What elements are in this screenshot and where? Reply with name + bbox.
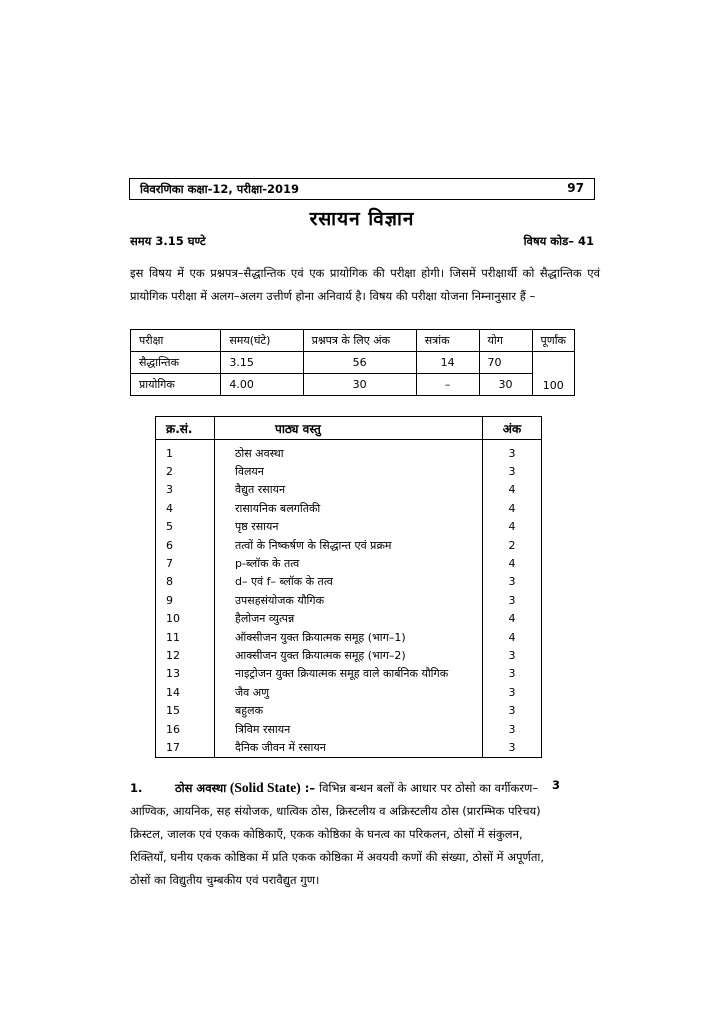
serial-cell: 4 <box>156 499 215 517</box>
serial-cell: 13 <box>156 665 215 683</box>
topic-cell: वैद्युत रसायन <box>215 481 483 499</box>
table-row <box>156 499 542 517</box>
marks-header: अंक <box>483 417 542 440</box>
table-row <box>156 481 542 499</box>
topic-cell: पृष्ठ रसायन <box>215 518 483 536</box>
topic-cell: त्रिविम रसायन <box>215 720 483 738</box>
serial-cell: 11 <box>156 628 215 646</box>
table-header-cell: प्रश्नपत्र के लिए अंक <box>303 330 416 352</box>
table-row <box>156 536 542 554</box>
topic-cell: जैव अणु <box>215 683 483 701</box>
table-header-row <box>131 330 575 352</box>
serial-cell: 6 <box>156 536 215 554</box>
table-row <box>156 610 542 628</box>
topic-cell: नाइट्रोजन युक्त क्रियात्मक समूह वाले कार्बनिक यौगिक <box>215 665 483 683</box>
table-header-cell: परीक्षा <box>131 330 221 352</box>
serial-cell: 2 <box>156 462 215 480</box>
section-heading: ठोस अवस्था <box>175 781 227 795</box>
table-row <box>156 665 542 683</box>
topic-cell: उपसहसंयोजक यौगिक <box>215 591 483 609</box>
marks-cell: 3 <box>483 591 542 609</box>
exam-scheme-table <box>130 329 575 396</box>
topic-cell: आक्सीजन युक्त क्रियात्मक समूह (भाग–2) <box>215 646 483 664</box>
table-row <box>156 646 542 664</box>
table-row <box>156 720 542 738</box>
table-row <box>156 701 542 719</box>
serial-cell: 12 <box>156 646 215 664</box>
marks-cell: 2 <box>483 536 542 554</box>
page-header <box>129 178 595 200</box>
serial-cell: 9 <box>156 591 215 609</box>
table-row <box>156 518 542 536</box>
marks-cell: 4 <box>483 554 542 572</box>
marks-cell: 3 <box>483 573 542 591</box>
table-row <box>156 591 542 609</box>
table-header-cell: योग <box>479 330 532 352</box>
topic-cell: विलयन <box>215 462 483 480</box>
table-cell: 4.00 <box>221 374 303 396</box>
total-marks-cell <box>532 352 575 396</box>
intro-paragraph: इस विषय में एक प्रश्नपत्र–सैद्धान्तिक एवं एक प्रायोगिक की परीक्षा होगी। जिसमें परीक्षार्थी को सैद्धान्तिक एवं प्रायोगिक परीक्षा में अलग–अलग उत्तीर्ण होना अनिवार्य है। विषय की परीक्षा योजना निम्नानुसार हैं – <box>130 266 600 303</box>
topic-cell: बहुलक <box>215 701 483 719</box>
table-cell: 30 <box>479 374 532 396</box>
marks-cell: 3 <box>483 720 542 738</box>
section-heading-english: (Solid State) <box>229 780 301 795</box>
marks-cell: 3 <box>483 683 542 701</box>
table-row <box>156 683 542 701</box>
table-cell: प्रायोगिक <box>131 374 221 396</box>
marks-cell: 3 <box>483 738 542 757</box>
serial-cell: 15 <box>156 701 215 719</box>
table-cell: – <box>416 374 479 396</box>
marks-cell: 4 <box>483 628 542 646</box>
marks-cell: 3 <box>483 701 542 719</box>
table-header-cell: समय(घंटे) <box>221 330 303 352</box>
section-number: 1. <box>130 781 143 795</box>
topic-cell: p-ब्लॉक के तत्व <box>215 554 483 572</box>
syllabus-table <box>155 416 542 758</box>
table-row <box>156 738 542 757</box>
table-cell: 30 <box>303 374 416 396</box>
topic-cell: हैलोजन व्युत्पन्न <box>215 610 483 628</box>
subject-code: विषय कोड– 41 <box>523 234 594 248</box>
table-row <box>156 440 542 463</box>
table-row <box>156 462 542 480</box>
marks-cell: 3 <box>483 646 542 664</box>
section-marks: 3 <box>552 778 561 792</box>
topic-cell: रासायनिक बलगतिकी <box>215 499 483 517</box>
serial-cell: 1 <box>156 440 215 463</box>
marks-cell: 4 <box>483 499 542 517</box>
marks-cell: 4 <box>483 610 542 628</box>
table-row <box>156 628 542 646</box>
serial-cell: 3 <box>156 481 215 499</box>
table-cell: 70 <box>479 352 532 374</box>
serial-cell: 14 <box>156 683 215 701</box>
table-row <box>131 374 575 396</box>
table-row <box>156 573 542 591</box>
table-header-cell: पूर्णांक <box>532 330 575 352</box>
section-text: विभिन्न बन्धन बलों के आधार पर ठोसो का वर्गीकरण– आण्विक, आयनिक, सह संयोजक, धात्विक ठोस, क्रिस्टलीय व अक्रिस्टलीय ठोस (प्रारम्भिक परिचय) क्रिस्टल, जालक एवं एकक कोष्ठिकाएँ, एकक कोष्ठिका के घनत्व का परिकलन, ठोसों में संकुलन, रिक्तियाँ, घनीय एकक कोष्ठिका में प्रति एकक कोष्ठिका में अवयवी कणों की संख्या, ठोसों में अपूर्णता, ठोसों का विद्युतीय चुम्बकीय एवं परावैद्युत गुण। <box>130 781 545 887</box>
serial-cell: 16 <box>156 720 215 738</box>
content-header: पाठ्य वस्तु <box>215 417 483 440</box>
page-title: रसायन विज्ञान <box>309 208 415 230</box>
serial-cell: 8 <box>156 573 215 591</box>
table-row <box>156 554 542 572</box>
table-cell: सैद्धान्तिक <box>131 352 221 374</box>
serial-cell: 17 <box>156 738 215 757</box>
table-cell: 56 <box>303 352 416 374</box>
marks-cell: 4 <box>483 518 542 536</box>
table-cell: 14 <box>416 352 479 374</box>
serial-cell: 7 <box>156 554 215 572</box>
topic-cell: तत्वों के निष्कर्षण के सिद्धान्त एवं प्रक्रम <box>215 536 483 554</box>
header-title: विवरणिका कक्षा-12, परीक्षा-2019 <box>140 182 299 196</box>
exam-duration: समय 3.15 घण्टे <box>130 234 206 248</box>
marks-cell: 3 <box>483 462 542 480</box>
marks-cell: 4 <box>483 481 542 499</box>
topic-cell: ऑक्सीजन युक्त क्रियात्मक समूह (भाग–1) <box>215 628 483 646</box>
marks-cell: 3 <box>483 665 542 683</box>
page-number: 97 <box>567 181 584 195</box>
serial-header: क्र.सं. <box>156 417 215 440</box>
table-header-cell: सत्रांक <box>416 330 479 352</box>
syllabus-table-body <box>156 440 542 758</box>
table-row <box>131 352 575 374</box>
serial-cell: 10 <box>156 610 215 628</box>
serial-cell: 5 <box>156 518 215 536</box>
section-solid-state <box>130 776 560 892</box>
topic-cell: दैनिक जीवन में रसायन <box>215 738 483 757</box>
table-cell: 3.15 <box>221 352 303 374</box>
section-heading-separator: :– <box>300 781 320 795</box>
marks-cell: 3 <box>483 440 542 463</box>
total-marks: 100 <box>542 379 564 392</box>
table-header-row <box>156 417 542 440</box>
topic-cell: ठोस अवस्था <box>215 440 483 463</box>
topic-cell: d– एवं f– ब्लॉक के तत्व <box>215 573 483 591</box>
